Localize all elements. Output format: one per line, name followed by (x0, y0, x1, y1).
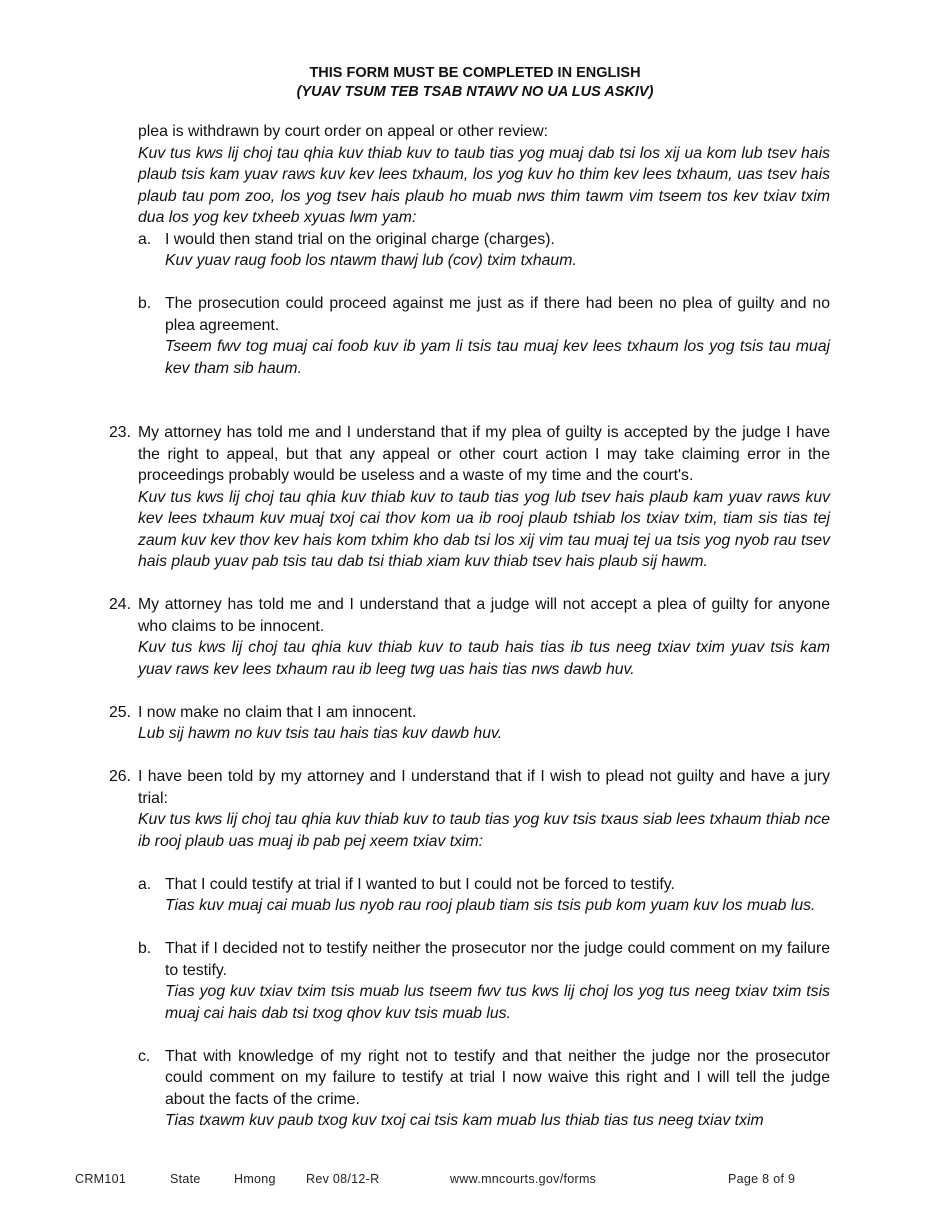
subitem-english: That with knowledge of my right not to testify and that neither the judge nor the prosecutor could comment on my failure to testify at trial I now waive this right and I will tell the judge about the facts of the crime. (165, 1047, 830, 1108)
item-number: 24. (109, 596, 131, 613)
intro-subitem-b (109, 293, 830, 379)
subitem-hmong: Tseem fwv tog muaj cai foob kuv ib yam li tsis tau muaj kev lees txhaum los yog tsis tau muaj kev tham sib haum. (165, 338, 830, 377)
subitem-label: b. (138, 295, 152, 312)
subitem-hmong: Tias yog kuv txiav txim tsis muab lus tseem fwv tus kws lij choj los yog tus neeg txiav txim tsis muaj cai hais dab tsi txog qhov kuv tsis muab lus. (165, 983, 830, 1022)
footer-state: State (170, 1172, 201, 1186)
item-number: 26. (109, 768, 131, 785)
intro-hmong: Kuv tus kws lij choj tau qhia kuv thiab kuv to taub tias yog muaj dab tsi los xij ua kom lub tsev hais plaub tsis kam yuav raws kuv kev lees txhaum, los yog kuv ho thim kev lees txhaum, uas tsev hais plaub tau pom zoo, los yog tsev hais plaub ho muab nws thim tawm vim tseem tos kev txiav txim dua los yog kev txheeb xyuas lwm yam: (138, 144, 830, 226)
item-24 (109, 594, 830, 680)
subitem-english: That if I decided not to testify neither the prosecutor nor the judge could comment on my failure to testify. (165, 940, 830, 979)
item-hmong: Kuv tus kws lij choj tau qhia kuv thiab kuv to taub tias yog kuv tsis txaus siab lees txhaum thiab nce ib rooj plaub uas muaj ib pab pej xeem txiav txim: (138, 811, 830, 850)
subitem-label: c. (138, 1047, 151, 1065)
footer-page-number: Page 8 of 9 (728, 1172, 796, 1186)
header-english-notice: THIS FORM MUST BE COMPLETED IN ENGLISH (309, 65, 641, 81)
item-26 (109, 766, 830, 852)
item26-subitem-a (109, 874, 830, 917)
subitem-english: The prosecution could proceed against me just as if there had been no plea of guilty and no plea agreement. (165, 295, 830, 334)
footer-language: Hmong (234, 1172, 276, 1186)
header-hmong-notice: (YUAV TSUM TEB TSAB NTAWV NO UA LUS ASKIV) (296, 84, 654, 100)
subitem-hmong: Tias txawm kuv paub txog kuv txoj cai tsis kam muab lus thiab tias tus neeg txiav txim (165, 1112, 764, 1129)
form-header (0, 64, 950, 102)
footer-revision: Rev 08/12-R (306, 1172, 380, 1186)
item26-subitem-c (109, 1046, 830, 1132)
subitem-hmong: Tias kuv muaj cai muab lus nyob rau rooj plaub tiam sis tsis pub kom yuam kuv los muab lus. (165, 897, 816, 914)
item-hmong: Kuv tus kws lij choj tau qhia kuv thiab kuv to taub hais tias ib tus neeg txiav txim yuav tsis kam yuav raws kev lees txhaum rau ib leeg twg uas hais tias nws dawb huv. (138, 639, 830, 678)
form-body (109, 121, 830, 1132)
intro-subitem-a (109, 229, 830, 272)
intro-english: plea is withdrawn by court order on appeal or other review: (138, 123, 549, 140)
form-footer (0, 1172, 950, 1190)
footer-form-code: CRM101 (75, 1172, 127, 1186)
subitem-english: That I could testify at trial if I wanted to but I could not be forced to testify. (165, 875, 675, 893)
item-23 (109, 422, 830, 573)
item26-subitem-b (109, 938, 830, 1024)
item-hmong: Kuv tus kws lij choj tau qhia kuv thiab kuv to taub tias yog lub tsev hais plaub kam yuav raws kuv kev lees txhaum kuv muaj txoj cai thov kom ua ib rooj plaub tshiab los txiav txim, tiam sis tias tej zaum kuv kev thov kev hais kom txhim kho dab tsi los xij vim tau muaj tej ua tsis yog nyob rau tsev hais plaub yuav pab tsis tau dab tsi thiab xiam kuv thiab tsev hais plaub sij hawm. (138, 488, 830, 570)
item-english: I now make no claim that I am innocent. (138, 703, 417, 721)
item-english: My attorney has told me and I understand that a judge will not accept a plea of guilty for anyone who claims to be innocent. (138, 596, 830, 635)
item-number: 23. (109, 424, 131, 441)
subitem-label: a. (138, 230, 152, 248)
item-25 (109, 702, 830, 745)
subitem-hmong: Kuv yuav raug foob los ntawm thawj lub (cov) txim txhaum. (165, 252, 577, 269)
item-hmong: Lub sij hawm no kuv tsis tau hais tias kuv dawb huv. (138, 725, 503, 742)
subitem-label: a. (138, 875, 152, 893)
footer-url[interactable]: www.mncourts.gov/forms (450, 1172, 597, 1186)
item-english: I have been told by my attorney and I understand that if I wish to plead not guilty and have a jury trial: (138, 768, 830, 807)
subitem-english: I would then stand trial on the original charge (charges). (165, 230, 555, 248)
item-english: My attorney has told me and I understand that if my plea of guilty is accepted by the judge I have the right to appeal, but that any appeal or other court action I may take claiming error in the proceedings probably would be useless and a waste of my time and the court's. (138, 424, 830, 484)
item-number: 25. (109, 703, 131, 721)
subitem-label: b. (138, 940, 152, 957)
